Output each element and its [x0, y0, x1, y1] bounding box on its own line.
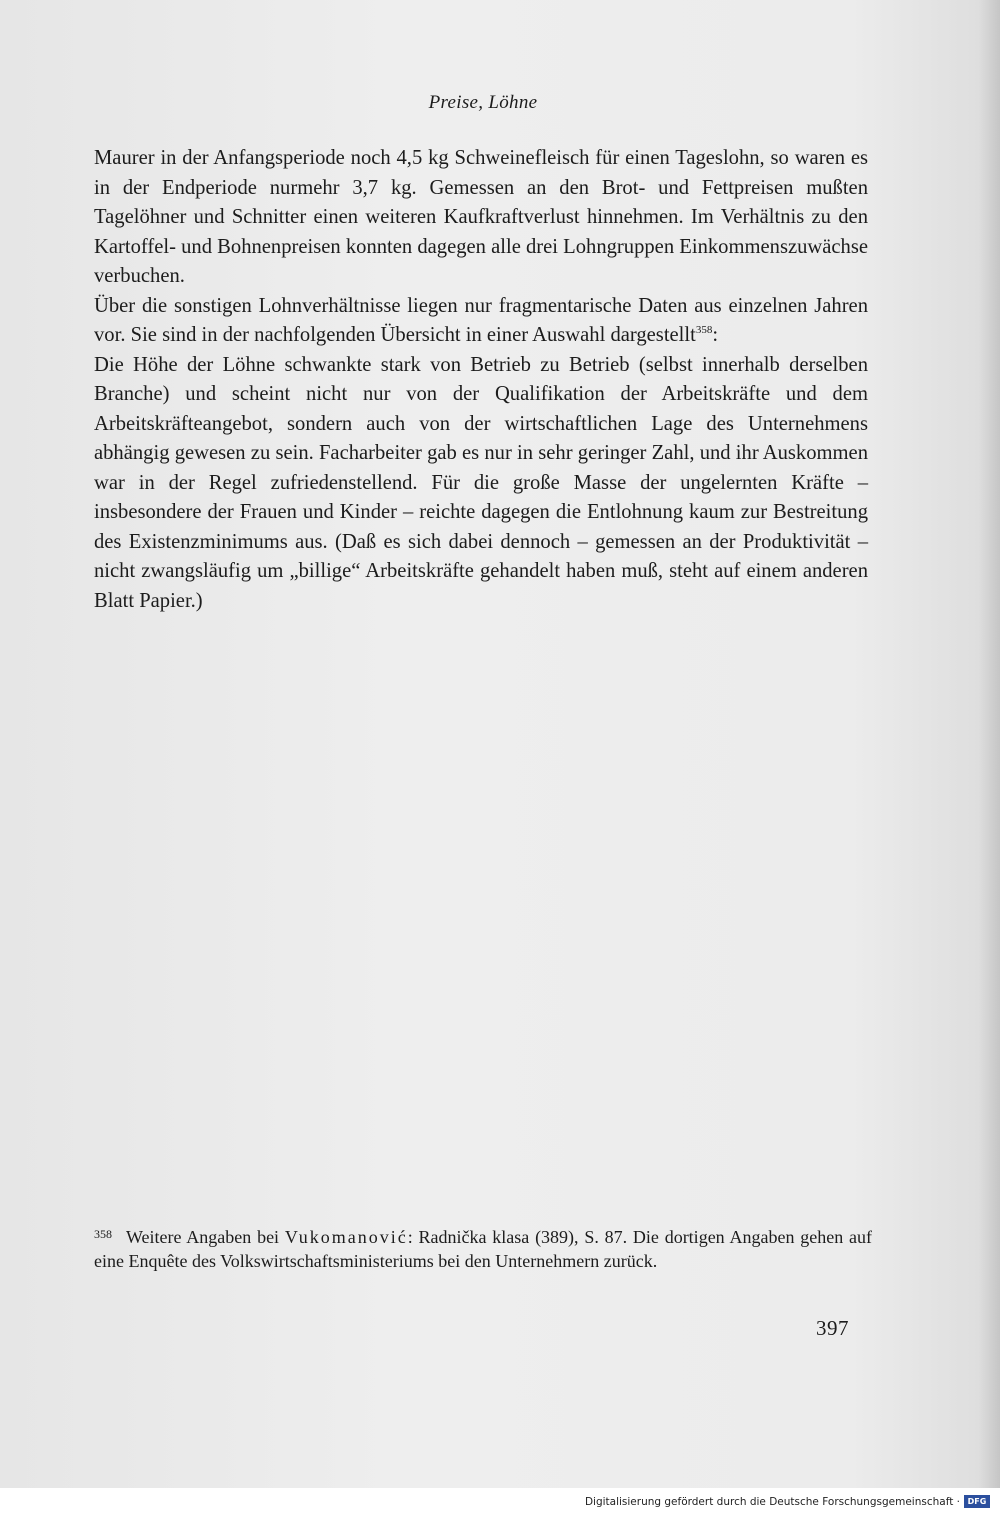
paragraph-2-colon: :: [712, 324, 719, 346]
paragraph-2: [94, 292, 868, 351]
scan-edge-shadow: [978, 0, 1000, 1488]
paragraph-1: Maurer in der Anfangsperiode noch 4,5 kg Schweinefleisch für einen Tageslohn, so waren es in der Endperiode nurmehr 3,7 kg. Gemessen an den Brot- und Fettpreisen mußten Tagelöhner und Schnitter einen weiteren Kaufkraftverlust hinnehmen. Im Verhältnis zu den Kartoffel- und Bohnenpreisen konnten dagegen alle drei Lohngruppen Einkommenszuwächse verbuchen.: [94, 147, 868, 287]
footer-credit: Digitalisierung gefördert durch die Deutsche Forschungsgemeinschaft ·: [584, 1496, 960, 1508]
body-text: [94, 144, 868, 616]
footnote-author: Vukomanović: [284, 1227, 408, 1247]
page-number: 397: [816, 1316, 849, 1340]
footnote-reference[interactable]: 358: [695, 324, 713, 336]
paragraph-3: Die Höhe der Löhne schwankte stark von Betrieb zu Betrieb (selbst innerhalb derselben Branche) und scheint nicht nur von der Qualifikation der Arbeitskräfte und dem Arbeitskräfteangebot, sondern auch von der wirtschaftlichen Lage des Unternehmens abhängig gewesen zu sein. Facharbeiter gab es nur in sehr geringer Zahl, und ihr Auskommen war in der Regel zufriedenstellend. Für die große Masse der ungelernten Kräfte – insbesondere der Frauen und Kinder – reichte dagegen die Entlohnung kaum zur Bestreitung des Existenzminimums aus. (Daß es sich dabei dennoch – gemessen an der Produktivität – nicht zwangsläufig um „billige“ Arbeitskräfte gehandelt haben muß, steht auf einem anderen Blatt Papier.): [94, 353, 868, 612]
footnote: [94, 1222, 872, 1273]
footnote-number: 358: [94, 1227, 112, 1241]
footnote-text-before: Weitere Angaben bei: [126, 1227, 285, 1247]
running-head: Preise, Löhne: [428, 92, 538, 113]
paragraph-2-text: Über die sonstigen Lohnverhältnisse liegen nur fragmentarische Daten aus einzelnen Jahren vor. Sie sind in der nachfolgenden Übersicht in einer Auswahl dargestellt: [94, 294, 868, 346]
dfg-logo-icon: DFG: [964, 1495, 990, 1508]
footnote-text-after: : Radnička klasa (389), S. 87. Die dortigen Angaben gehen auf eine Enquête des Volkswirtschaftsministeriums bei den Unternehmern zurück.: [94, 1227, 872, 1271]
